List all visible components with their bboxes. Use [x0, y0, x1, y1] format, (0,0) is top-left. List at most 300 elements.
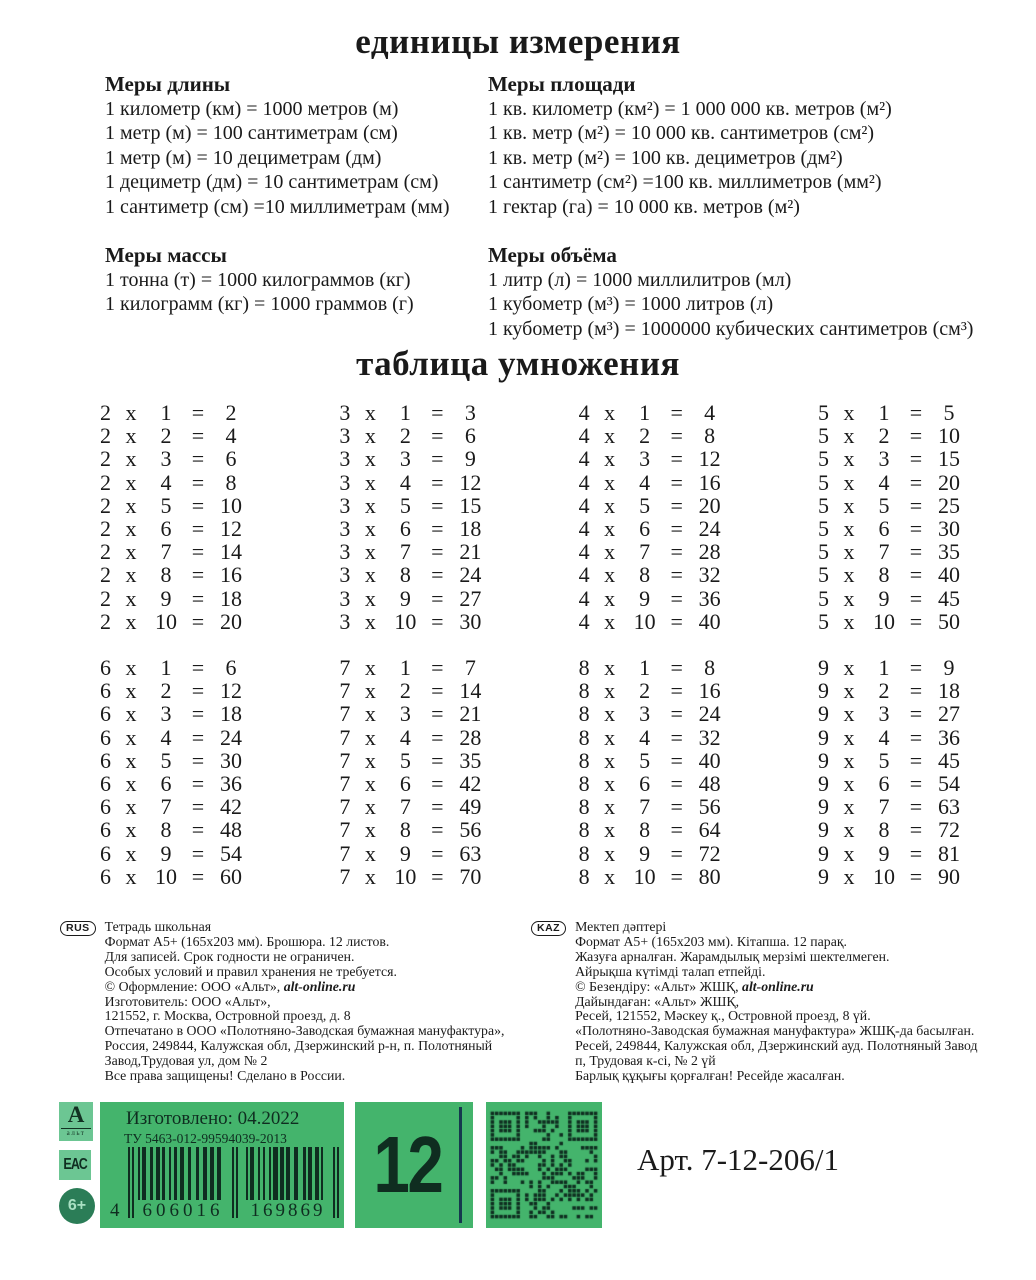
mult-row: [818, 471, 968, 494]
mult-row: [818, 702, 968, 725]
mult-cell: 9: [639, 840, 651, 866]
mult-cell: х: [604, 608, 616, 634]
section-lines: [488, 97, 995, 220]
mult-cell: 25: [937, 492, 960, 518]
mult-row: [339, 447, 489, 470]
mult-cell: 6: [225, 446, 237, 472]
mult-cell: х: [125, 423, 137, 449]
mult-cell: =: [909, 747, 923, 773]
mult-cell: х: [604, 747, 616, 773]
mult-cell: 8: [160, 817, 172, 843]
mult-cell: 7: [339, 724, 351, 750]
mult-cell: 2: [100, 492, 111, 518]
unit-line: 1 сантиметр (см²) =100 кв. миллиметров (мм²): [488, 171, 882, 193]
article-number: Арт. 7-12-206/1: [637, 1142, 839, 1177]
age-label: 6+: [67, 1197, 87, 1214]
mult-cell: 7: [878, 794, 890, 820]
website-text: alt-online.ru: [283, 978, 356, 994]
mult-cell: 6: [100, 817, 111, 843]
barcode-bar: [210, 1147, 214, 1200]
mult-row: [100, 517, 250, 540]
mult-cell: =: [909, 771, 923, 797]
mult-cell: =: [909, 701, 923, 727]
mult-cell: 10: [633, 863, 656, 889]
mult-cell: 7: [339, 655, 351, 681]
info-line: Дайындаған: «Альт» ЖШҚ,: [575, 993, 740, 1009]
mult-cell: =: [431, 469, 444, 495]
mult-cell: 3: [464, 400, 476, 425]
mult-cell: х: [843, 655, 855, 681]
mult-cell: х: [604, 771, 616, 797]
mult-cell: х: [364, 724, 376, 750]
mult-row: [100, 772, 250, 795]
mult-cell: 8: [578, 771, 590, 797]
mult-cell: 30: [937, 516, 960, 542]
mult-cell: 7: [160, 794, 172, 820]
alt-logo-label: альт: [61, 1128, 91, 1138]
mult-cell: х: [843, 562, 855, 588]
mult-cell: 18: [937, 678, 960, 704]
mult-cell: 81: [937, 840, 960, 866]
info-line: Отпечатано в ООО «Полотняно-Заводская бумажная мануфактура»,: [104, 1023, 505, 1039]
mult-row: [100, 401, 250, 424]
mult-cell: 1: [160, 400, 172, 425]
mult-cell: х: [604, 469, 616, 495]
mult-cell: =: [909, 400, 923, 425]
mult-cell: 8: [878, 817, 890, 843]
mult-cell: 2: [878, 678, 890, 704]
barcode-bar: [188, 1147, 191, 1200]
mult-cell: 40: [937, 562, 960, 588]
mult-cell: 56: [698, 794, 721, 820]
mult-cell: х: [364, 539, 376, 565]
mult-cell: 7: [339, 678, 351, 704]
mult-row: [339, 517, 489, 540]
mult-cell: х: [125, 771, 137, 797]
mult-cell: х: [843, 771, 855, 797]
mult-row: [579, 540, 729, 563]
mult-cell: х: [125, 469, 137, 495]
mult-cell: х: [364, 771, 376, 797]
mult-cell: 7: [339, 817, 351, 843]
mult-cell: 4: [578, 446, 590, 472]
mult-cell: 54: [220, 840, 242, 866]
mult-cell: 2: [160, 423, 172, 449]
mult-cell: х: [843, 469, 855, 495]
mult-row: [100, 424, 250, 447]
mult-cell: =: [191, 469, 205, 495]
mult-cell: 4: [578, 516, 590, 542]
mult-cell: 8: [704, 655, 716, 681]
mult-cell: х: [364, 747, 376, 773]
divider-line: [459, 1107, 462, 1223]
mult-cell: 7: [339, 840, 351, 866]
info-line: Ресей, 121552, Мәскеу қ., Островной проезд, 8 үй.: [575, 1008, 871, 1024]
mult-cell: =: [191, 562, 205, 588]
mult-cell: 8: [399, 817, 411, 843]
mult-cell: 3: [339, 585, 351, 611]
qr-panel: [486, 1102, 602, 1228]
mult-cell: х: [604, 539, 616, 565]
mult-cell: 5: [817, 492, 829, 518]
mult-cell: =: [191, 817, 205, 843]
mult-row: [100, 540, 250, 563]
mult-cell: =: [191, 724, 205, 750]
unit-line: 1 кв. километр (км²) = 1 000 000 кв. метров (м²): [488, 97, 892, 120]
mult-cell: х: [843, 701, 855, 727]
mult-cell: =: [670, 678, 683, 704]
mult-row: [818, 726, 968, 749]
kaz-info-lines: [575, 920, 977, 1084]
mult-cell: х: [604, 446, 616, 472]
mult-row: [100, 865, 250, 888]
mult-column: [100, 401, 250, 633]
mult-cell: 40: [698, 608, 721, 634]
mult-cell: 7: [339, 771, 351, 797]
mult-cell: х: [604, 492, 616, 518]
mult-row: [339, 842, 489, 865]
mult-cell: 4: [578, 423, 590, 449]
mult-cell: =: [191, 863, 205, 889]
eac-mark-icon: [59, 1150, 91, 1180]
units-sections: [105, 72, 995, 341]
mult-cell: х: [364, 585, 376, 611]
mult-cell: 9: [160, 585, 172, 611]
mult-cell: =: [431, 747, 444, 773]
mult-cell: 5: [817, 400, 829, 425]
mult-cell: 72: [937, 817, 960, 843]
mult-cell: 12: [459, 469, 482, 495]
barcode-bar: [286, 1147, 290, 1200]
mult-cell: =: [909, 840, 923, 866]
mult-cell: =: [431, 400, 444, 425]
mult-cell: 3: [339, 539, 351, 565]
mult-cell: х: [125, 724, 137, 750]
alt-logo-letter-icon: А: [67, 1102, 85, 1127]
unit-line: 1 кв. метр (м²) = 10 000 кв. сантиметров (см²): [488, 122, 875, 144]
info-line: Барлық құқығы қорғалған! Ресейде жасалған.: [575, 1068, 845, 1084]
mult-cell: х: [364, 817, 376, 843]
mult-cell: 32: [698, 562, 721, 588]
mult-cell: х: [364, 400, 376, 425]
mult-row: [579, 563, 729, 586]
barcode-digits: [100, 1200, 344, 1226]
mult-group: [100, 656, 968, 888]
mult-cell: х: [604, 701, 616, 727]
mult-cell: х: [125, 794, 137, 820]
mult-cell: =: [670, 562, 683, 588]
mult-cell: 4: [225, 423, 237, 449]
mult-cell: 5: [817, 539, 829, 565]
mult-cell: 4: [399, 724, 411, 750]
mult-row: [339, 610, 489, 633]
mult-cell: х: [843, 400, 855, 425]
mult-row: [100, 587, 250, 610]
mult-cell: 6: [878, 516, 890, 542]
mult-cell: 49: [459, 794, 482, 820]
mult-cell: =: [191, 585, 205, 611]
mult-cell: 7: [639, 794, 651, 820]
barcode-bar: [269, 1147, 271, 1200]
mult-cell: 48: [220, 817, 242, 843]
mult-cell: 9: [817, 817, 829, 843]
mult-cell: =: [670, 724, 683, 750]
mult-cell: 50: [937, 608, 960, 634]
kaz-badge: KAZ: [531, 921, 566, 936]
unit-line: 1 кв. метр (м²) = 100 кв. дециметров (дм²): [488, 146, 843, 169]
mult-cell: =: [191, 423, 205, 449]
mult-cell: 36: [937, 724, 960, 750]
mult-cell: =: [191, 701, 205, 727]
mult-cell: =: [670, 539, 683, 565]
mult-cell: 3: [399, 446, 411, 472]
mult-cell: =: [670, 747, 683, 773]
mult-cell: 2: [100, 423, 111, 449]
mult-cell: х: [364, 423, 376, 449]
mult-cell: 9: [817, 747, 829, 773]
mult-cell: =: [670, 492, 683, 518]
mult-cell: 8: [704, 423, 716, 449]
mult-cell: х: [843, 516, 855, 542]
mult-row: [100, 656, 250, 679]
mult-cell: х: [604, 585, 616, 611]
mult-row: [818, 540, 968, 563]
mult-cell: 3: [339, 608, 351, 634]
mult-cell: =: [431, 655, 444, 681]
barcode-bar: [217, 1147, 221, 1200]
mult-cell: х: [843, 492, 855, 518]
mult-cell: 8: [639, 817, 651, 843]
mult-cell: =: [670, 771, 683, 797]
mult-row: [339, 795, 489, 818]
mult-cell: х: [604, 678, 616, 704]
mult-cell: х: [364, 840, 376, 866]
mult-cell: 5: [639, 747, 651, 773]
mult-row: [579, 610, 729, 633]
mult-cell: 4: [578, 562, 590, 588]
mult-cell: 7: [639, 539, 651, 565]
info-line: Завод,Трудовая ул, дом № 2: [104, 1053, 268, 1069]
mult-cell: 5: [160, 492, 172, 518]
mult-cell: 8: [578, 794, 590, 820]
mult-cell: 7: [339, 701, 351, 727]
mult-cell: 90: [937, 863, 960, 889]
mult-cell: =: [909, 678, 923, 704]
mult-group: [100, 401, 968, 633]
barcode-panel: [100, 1102, 344, 1228]
mult-column: [579, 401, 729, 633]
sheet-count-panel: [355, 1102, 473, 1228]
mult-cell: =: [431, 608, 444, 634]
mult-cell: =: [431, 492, 444, 518]
mult-cell: 6: [639, 771, 651, 797]
mult-cell: 6: [100, 724, 111, 750]
mult-cell: =: [431, 516, 444, 542]
mult-row: [100, 447, 250, 470]
section-lines: [105, 268, 488, 317]
mult-row: [579, 818, 729, 841]
mult-cell: 5: [399, 747, 411, 773]
mult-cell: =: [670, 400, 683, 425]
mult-cell: х: [364, 608, 376, 634]
mult-cell: 2: [639, 678, 651, 704]
mult-cell: 63: [937, 794, 960, 820]
info-line: Формат А5+ (165х203 мм). Кітапша. 12 парақ.: [575, 933, 847, 949]
mult-cell: 6: [160, 516, 172, 542]
mult-cell: 8: [578, 840, 590, 866]
mult-cell: х: [364, 678, 376, 704]
barcode-bar: [174, 1147, 177, 1200]
unit-line: 1 кубометр (м³) = 1000000 кубических сантиметров (см³): [488, 317, 974, 340]
info-block-rus: [60, 920, 530, 1084]
tu-standard-number: ТУ 5463-012-99594039-2013: [124, 1131, 287, 1146]
copyright-text: © Оформление: ООО «Альт»,: [104, 978, 284, 994]
mult-cell: х: [604, 724, 616, 750]
info-line: Формат А5+ (165х203 мм). Брошюра. 12 листов.: [104, 933, 390, 949]
mult-cell: =: [431, 817, 444, 843]
mult-row: [339, 679, 489, 702]
mult-cell: 42: [459, 771, 482, 797]
mult-cell: =: [431, 840, 444, 866]
mult-cell: 9: [817, 655, 829, 681]
barcode-bar: [263, 1147, 265, 1200]
mult-cell: 1: [160, 655, 172, 681]
rus-info-lines: [105, 920, 505, 1084]
mult-cell: =: [191, 794, 205, 820]
mult-cell: 36: [220, 771, 242, 797]
mult-cell: =: [191, 516, 205, 542]
mult-cell: 45: [937, 747, 960, 773]
mult-cell: 10: [872, 608, 895, 634]
ean-barcode: [100, 1147, 344, 1226]
mult-cell: =: [670, 446, 683, 472]
mult-column: [818, 401, 968, 633]
mult-cell: 3: [339, 446, 351, 472]
mult-cell: 2: [225, 400, 237, 425]
unit-line: 1 километр (км) = 1000 метров (м): [105, 97, 399, 120]
mult-cell: х: [125, 840, 137, 866]
mult-cell: =: [191, 747, 205, 773]
mult-cell: 2: [160, 678, 172, 704]
mult-column: [339, 401, 489, 633]
mult-cell: х: [843, 747, 855, 773]
mult-cell: =: [909, 516, 923, 542]
barcode-bar: [303, 1147, 306, 1200]
barcode-bar: [273, 1147, 278, 1200]
mult-cell: 10: [220, 492, 242, 518]
mult-cell: х: [364, 701, 376, 727]
barcode-bar: [258, 1147, 260, 1200]
mult-cell: х: [364, 863, 376, 889]
mult-cell: 7: [160, 539, 172, 565]
mult-row: [339, 772, 489, 795]
mult-cell: 14: [459, 678, 482, 704]
barcode-bar: [150, 1147, 153, 1200]
section-heading: Меры массы: [105, 243, 227, 267]
multiplication-table: [100, 401, 968, 888]
mult-cell: 2: [399, 678, 411, 704]
mult-row: [100, 471, 250, 494]
mult-row: [100, 494, 250, 517]
mult-cell: 3: [878, 446, 890, 472]
mult-cell: 5: [878, 492, 890, 518]
mult-cell: 6: [100, 747, 111, 773]
mult-cell: 4: [578, 469, 590, 495]
mult-cell: =: [431, 562, 444, 588]
mult-cell: =: [431, 701, 444, 727]
mult-row: [100, 726, 250, 749]
mult-cell: х: [125, 701, 137, 727]
unit-line: 1 килограмм (кг) = 1000 граммов (г): [105, 293, 414, 315]
barcode-bar: [246, 1147, 248, 1200]
mult-cell: 3: [639, 701, 651, 727]
mult-row: [818, 401, 968, 424]
mult-cell: 35: [937, 539, 960, 565]
mult-cell: =: [191, 608, 205, 634]
mult-cell: 10: [937, 423, 960, 449]
mult-cell: 6: [100, 840, 111, 866]
mult-cell: 7: [339, 863, 351, 889]
mult-cell: х: [125, 678, 137, 704]
barcode-bar: [196, 1147, 199, 1200]
mult-cell: 1: [639, 400, 651, 425]
mult-cell: 5: [817, 562, 829, 588]
info-line: 121552, г. Москва, Островной проезд, д. 8: [104, 1008, 351, 1024]
mult-cell: 8: [578, 817, 590, 843]
mult-cell: 6: [225, 655, 237, 681]
unit-line: 1 тонна (т) = 1000 килограммов (кг): [105, 268, 411, 291]
mult-column: [100, 656, 250, 888]
mult-cell: 5: [817, 469, 829, 495]
mult-row: [339, 401, 489, 424]
certification-badges: [59, 1102, 95, 1224]
mult-cell: =: [909, 655, 923, 681]
mult-cell: 20: [220, 608, 242, 634]
mult-cell: х: [843, 608, 855, 634]
mult-cell: 18: [220, 585, 242, 611]
barcode-bar: [280, 1147, 284, 1200]
mult-cell: 3: [339, 562, 351, 588]
info-line: [105, 980, 505, 995]
mult-cell: 18: [220, 701, 242, 727]
mult-cell: 40: [698, 747, 721, 773]
mult-cell: =: [431, 678, 444, 704]
mult-row: [818, 795, 968, 818]
mult-cell: 21: [459, 701, 482, 727]
mult-row: [579, 401, 729, 424]
mult-cell: х: [364, 794, 376, 820]
mult-cell: 5: [817, 608, 829, 634]
unit-line: 1 гектар (га) = 10 000 кв. метров (м²): [488, 195, 800, 218]
mult-cell: 48: [698, 771, 721, 797]
info-line: Россия, 249844, Калужская обл, Дзержинский р-н, п. Полотняный: [104, 1038, 493, 1054]
mult-cell: 8: [160, 562, 172, 588]
mult-row: [100, 818, 250, 841]
mult-cell: 2: [100, 516, 111, 542]
mult-cell: 5: [817, 446, 829, 472]
mult-row: [579, 517, 729, 540]
mult-row: [100, 795, 250, 818]
mult-cell: 9: [878, 840, 890, 866]
mult-cell: =: [670, 423, 683, 449]
mult-cell: 4: [399, 469, 411, 495]
mult-row: [339, 818, 489, 841]
mult-cell: 8: [639, 562, 651, 588]
mult-cell: х: [125, 446, 137, 472]
mult-cell: 1: [399, 655, 411, 681]
mult-cell: 2: [100, 539, 111, 565]
mult-cell: 4: [878, 724, 890, 750]
